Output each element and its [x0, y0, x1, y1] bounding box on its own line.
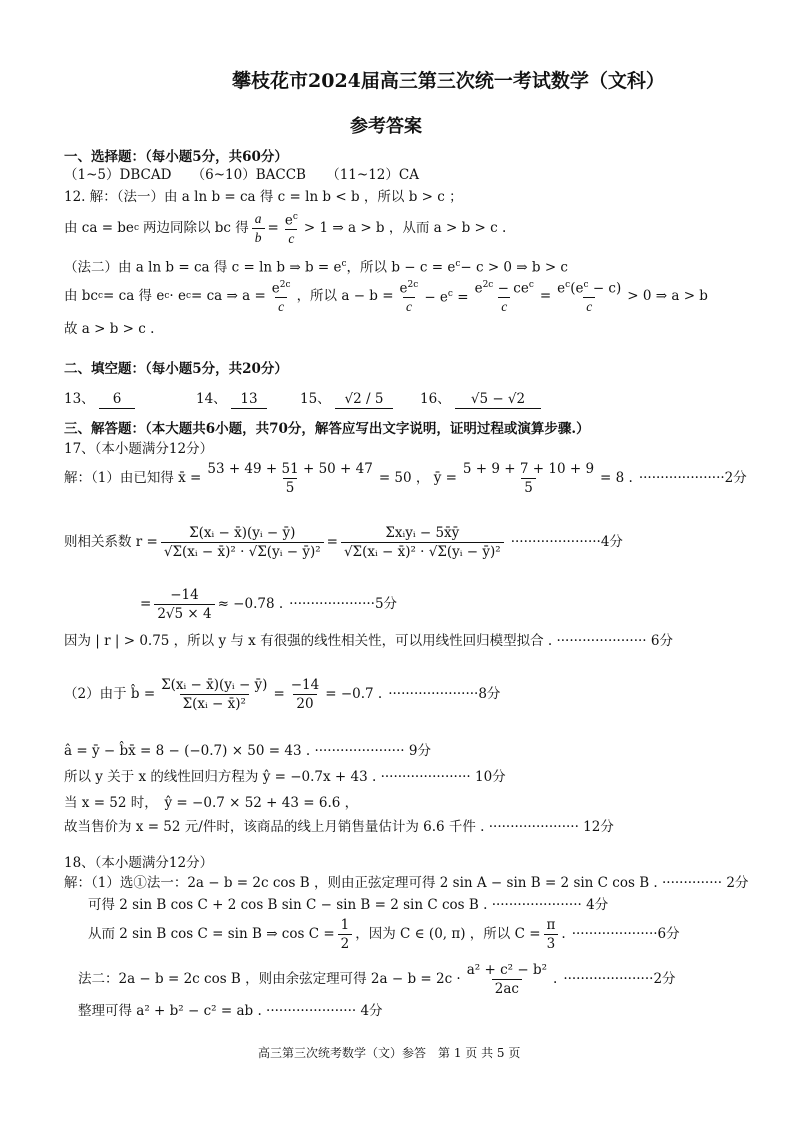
q17-r2-points: 5分 [374, 596, 398, 612]
q12-m1b-pre: 由 ca = be [64, 220, 134, 236]
q17-r2-post: ≈ −0.78 . [217, 596, 284, 612]
q12-m2b-mid2: · e [169, 288, 186, 304]
q17-l1-points: 2分 [724, 470, 747, 486]
q17-intercept-points: 9分 [408, 743, 431, 759]
fraction-r-2 [341, 524, 504, 561]
q17-when: 当 x = 52 时， ŷ = −0.7 × 52 + 43 = 6.6 ， [64, 795, 359, 811]
q17-r-value: = $\frac{-14}{2√5 \times 4}$ ≈ −0.78 . ···················· 5分 [140, 586, 398, 622]
q17-because-line: 因为 | r | > 0.75 ，所以 y 与 x 有很强的线性相关性，可以用线性回归模型拟合 . ····················· 6分 [64, 633, 673, 649]
fill-item-16 [420, 390, 541, 409]
r-den-2: √Σ(xᵢ − x̄)² · √Σ(yᵢ − ȳ)² [341, 542, 504, 561]
q17-correlation: 则相关系数 r = $\frac{\text{Σ(xᵢ − x̄)(yᵢ − ȳ)}}{\text{√Σ(xᵢ − x̄)² · √Σ(yᵢ − ȳ)²}}$ = $\frac{\text{Σxᵢyᵢ − 5x̄ȳ}}{\text{√Σ(xᵢ − x̄)² · √Σ(yᵢ − ȳ)²}}$ ····················· 4分 [64, 524, 623, 560]
y-mean-den: 5 [521, 478, 536, 497]
q17-equation-line: 所以 y 关于 x 的线性回归方程为 ŷ = −0.7x + 43 . ····················· 10分 [64, 769, 506, 785]
q18-method2-line2: 整理可得 a² + b² − c² = ab . ····················· 4分 [78, 1003, 383, 1019]
q17-r-points: 4分 [600, 534, 623, 550]
q17-b-post: = −0.7 . [325, 686, 383, 702]
q12-m2b-mid: = ca 得 e [103, 288, 165, 304]
fraction-r-value [154, 586, 214, 623]
page-footer: 高三第三次统考数学（文）参答 第 1 页 共 5 页 [258, 1046, 521, 1060]
choice-answers: （1~5）DBCAD （6~10）BACCB （11~12）CA [64, 167, 419, 183]
q17-l1-post: = 8 . [600, 470, 633, 486]
q18-l2-points: 4分 [586, 897, 609, 913]
q17-intercept-line: â = ȳ − b̂x̄ = 8 − (−0.7) × 50 = 43 . ····················· 9分 [64, 743, 431, 759]
q18-l1-points: 2分 [726, 875, 749, 891]
cosine-num: a² + c² − b² [466, 961, 548, 978]
q18-m2-pre: 法二：2a − b = 2c cos B ，则由余弦定理可得 2a − b = 2c · [78, 971, 461, 987]
q18-m2-points: 2分 [653, 971, 676, 987]
q12-m2-pre: （法二）由 a ln b = ca 得 c = ln b ⇒ b = e [64, 259, 342, 276]
page-title: 攀枝花市2024届高三第三次统一考试数学（文科） [232, 70, 665, 92]
pi-num: π [546, 916, 556, 933]
q12-conclusion: 故 a > b > c . [64, 321, 155, 337]
q12-m2b-pre: 由 bc [64, 288, 98, 304]
x-mean-num: 53 + 49 + 51 + 50 + 47 [207, 460, 373, 477]
b-value-num: −14 [290, 676, 320, 693]
q18-heading: 18、（本小题满分12分） [64, 855, 214, 871]
r-num-2: Σxᵢyᵢ − 5x̄ȳ [385, 524, 460, 541]
q12-method2-line1: （法二）由 a ln b = ca 得 c = ln b ⇒ $b = e^c$，所以 $b - c = e^c- c > 0$ ⇒ b > c [64, 259, 568, 276]
b-num: Σ(xᵢ − x̄)(yᵢ − ȳ) [161, 676, 268, 693]
half-den: 2 [338, 934, 353, 953]
fraction-b-value [288, 676, 323, 713]
q12-m2-end: − c > 0 ⇒ b > c [460, 259, 568, 276]
r-num-1: Σ(xᵢ − x̄)(yᵢ − ȳ) [189, 524, 296, 541]
q12-m2-post: ，所以 b − c = e [346, 259, 456, 276]
q17-heading: 17、（本小题满分12分） [64, 441, 214, 457]
q12-method2-line2: 由 bc c = ca 得 e c · e c = ca ⇒ a = $\frac{e^{2c}}{c}$ ，所以 a − b = $\frac{e^{2c}}{c}$ − $e^c$ = $\frac{e^{2c} - ce^c}{c}$ = $\frac{e^c(e^c - c)}{c}$ > 0 ⇒ a > b [64, 276, 708, 316]
q18-l3-pre: 从而 2 sin B cos C = sin B ⇒ cos C = [88, 926, 335, 942]
fill-no-13: 13、 [64, 391, 95, 407]
q17-b-pre: （2）由于 b̂ = [64, 686, 156, 702]
fraction-factored: $\frac{e^c(e^c - c)}{c}$ [557, 279, 622, 315]
fraction-r-1 [161, 524, 324, 561]
q17-final-points: 12分 [583, 819, 614, 835]
fraction-b-formula [158, 676, 270, 713]
pi-den: 3 [544, 934, 559, 953]
q18-m2-post: . [553, 971, 558, 987]
fraction-x-mean [204, 460, 375, 497]
fill-item-13 [64, 390, 135, 409]
q17-b-points: 8分 [478, 686, 501, 702]
q17-l1-pre: 解：（1）由已知得 x̄ = [64, 470, 202, 486]
q17-r-pre: 则相关系数 r = [64, 534, 158, 550]
page-subtitle: 参考答案 [350, 116, 422, 137]
q12-m2b-post: ，所以 a − b = [296, 288, 394, 304]
q18-l3-post: . [561, 926, 566, 942]
q18-l1: 解：（1）选①法一：2a − b = 2c cos B ，则由正弦定理可得 2 sin A − sin B = 2 sin C cos B . [64, 875, 658, 891]
half-num: 1 [340, 916, 350, 933]
fraction-cosine-law [464, 961, 550, 998]
q17-b-mid: = [273, 686, 285, 702]
q18-l3-points: 6分 [657, 926, 680, 942]
fraction-e2c-over-c: $\frac{e^{2c}}{c}$ [271, 279, 291, 315]
q17-slope: （2）由于 b̂ = $\frac{\text{Σ(xᵢ − x̄)(yᵢ − ȳ)}}{\text{Σ(xᵢ − x̄)²}}$ = $\frac{-14}{20}$ = −0.7 . ····················· 8分 [64, 676, 501, 712]
q17-equation: 所以 y 关于 x 的线性回归方程为 ŷ = −0.7x + 43 . [64, 769, 377, 785]
fraction-ec-over-c: $\frac{e^c}{c}$ [284, 211, 298, 247]
fill-ans-13: 6 [99, 390, 135, 409]
fraction-pi-third [544, 916, 559, 953]
q18-m2b-points: 4分 [360, 1003, 383, 1019]
fill-ans-16: √5 − √2 [455, 390, 541, 409]
q12-m2b-mid3: = ca ⇒ a = [191, 288, 266, 304]
fill-item-15 [300, 390, 393, 409]
q18-line2: 可得 2 sin B cos C + 2 cos B sin C − sin B = 2 sin C cos B . ····················· 4分 [88, 897, 609, 913]
q12-method1-line1: 12. 解：（法一）由 a ln b = ca 得 c = ln b < b ，所以 b > c ； [64, 189, 463, 205]
fill-no-16: 16、 [420, 391, 451, 407]
q12-method1-line2: 由 ca = be c 两边同除以 bc 得 $\frac{a}{b}$ = $\frac{e^c}{c}$ > 1 ⇒ a > b ，从而 a > b > c . [64, 208, 506, 248]
fraction-a-over-b: $\frac{a}{b}$ [252, 210, 265, 247]
q12-m1b-mid: 两边同除以 bc 得 [142, 220, 249, 236]
r-value-den: 2√5 × 4 [154, 604, 214, 623]
section2-heading: 二、填空题：（每小题5分，共20分） [64, 361, 288, 377]
q18-line3: 从而 2 sin B cos C = sin B ⇒ cos C = $\frac{1}{2}$ ，因为 C ∈ (0, π) ，所以 C = $\frac{\pi}{3}$ . ···················· 6分 [88, 916, 680, 952]
q17-equation-points: 10分 [475, 769, 506, 785]
b-value-den: 20 [293, 694, 316, 713]
y-mean-num: 5 + 9 + 7 + 10 + 9 [462, 460, 595, 477]
q17-because-points: 6分 [650, 633, 673, 649]
q12-m2b-tail: > 0 ⇒ a > b [627, 288, 708, 304]
r-den-1: √Σ(xᵢ − x̄)² · √Σ(yᵢ − ȳ)² [161, 542, 324, 561]
fill-item-14 [196, 390, 267, 409]
b-den: Σ(xᵢ − x̄)² [180, 694, 249, 713]
fraction-e2c-over-c-2: $\frac{e^{2c}}{c}$ [399, 279, 419, 315]
q12-m1b-post: > 1 ⇒ a > b ，从而 a > b > c . [303, 220, 507, 236]
fraction-half [338, 916, 353, 953]
q18-line1: 解：（1）选①法一：2a − b = 2c cos B ，则由正弦定理可得 2 sin A − sin B = 2 sin C cos B . ·············· 2分 [64, 875, 749, 891]
fill-no-15: 15、 [300, 391, 331, 407]
fraction-y-mean [460, 460, 597, 497]
q18-method2: 法二：2a − b = 2c cos B ，则由余弦定理可得 2a − b = 2c · $\frac{\text{a² + c² − b²}}{2ac}$ . ····················· 2分 [78, 961, 676, 997]
section1-heading: 一、选择题：（每小题5分，共60分） [64, 149, 288, 165]
fill-no-14: 14、 [196, 391, 227, 407]
q18-l3-mid: ，因为 C ∈ (0, π) ，所以 C = [355, 926, 541, 942]
x-mean-den: 5 [283, 478, 298, 497]
q18-l2: 可得 2 sin B cos C + 2 cos B sin C − sin B = 2 sin C cos B . [88, 897, 488, 913]
q17-because: 因为 | r | > 0.75 ，所以 y 与 x 有很强的线性相关性，可以用线性回归模型拟合 . [64, 633, 553, 649]
r-value-num: −14 [170, 586, 199, 603]
q18-m2b: 整理可得 a² + b² − c² = ab . [78, 1003, 262, 1019]
q17-l1-mid: = 50 ， ȳ = [378, 470, 457, 486]
q17-means: 解：（1）由已知得 x̄ = $\frac{53 + 49 + 51 + 50 + 47}{5}$ = 50 ， ȳ = $\frac{5 + 9 + 7 + 10 + 9}{5}$ = 8 . ···················· 2分 [64, 460, 747, 496]
q17-intercept: â = ȳ − b̂x̄ = 8 − (−0.7) × 50 = 43 . [64, 743, 311, 759]
section3-heading: 三、解答题：（本大题共6小题，共70分，解答应写出文字说明，证明过程或演算步骤.） [64, 421, 590, 437]
fill-ans-14: 13 [231, 390, 267, 409]
fill-ans-15: √2 / 5 [335, 390, 393, 409]
cosine-den: 2ac [492, 979, 522, 998]
q17-final: 故当售价为 x = 52 元/件时，该商品的线上月销售量估计为 6.6 千件 . [64, 819, 485, 835]
q17-final-line: 故当售价为 x = 52 元/件时，该商品的线上月销售量估计为 6.6 千件 . ····················· 12分 [64, 819, 614, 835]
fraction-diff: $\frac{e^{2c} - ce^c}{c}$ [474, 279, 534, 315]
